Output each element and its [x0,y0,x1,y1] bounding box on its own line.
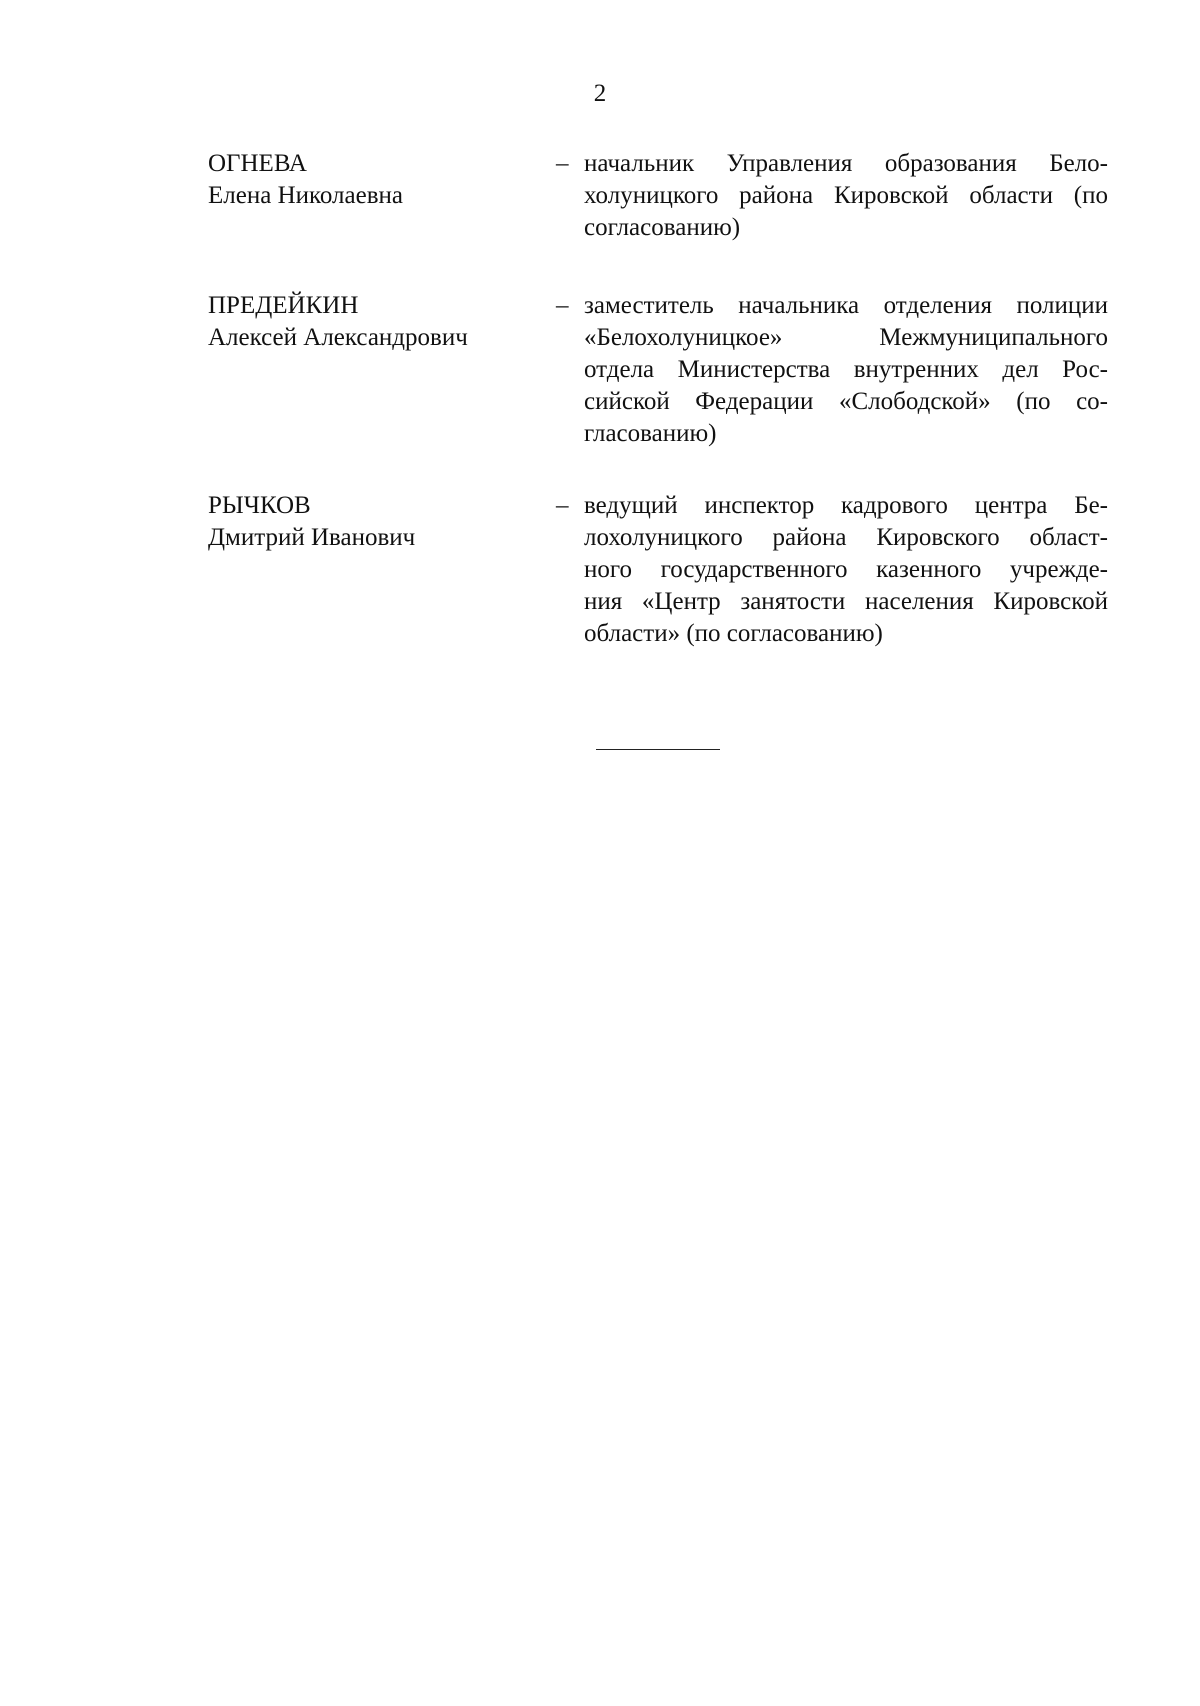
dash-separator: – [556,150,569,177]
member-given-names: Дмитрий Иванович [208,524,416,551]
position-line: заместитель начальника отделения полиции [584,292,1108,319]
member-surname: ПРЕДЕЙКИН [208,292,359,319]
position-line: ного государственного казенного учрежде- [584,556,1108,583]
position-line: согласованию) [584,214,741,241]
member-position [584,490,1108,650]
member-given-names: Алексей Александрович [208,324,468,351]
position-line: «Белохолуницкое» Межмуниципального [584,324,1108,351]
member-surname: ОГНЕВА [208,150,307,177]
position-line: холуницкого района Кировской области (по [584,182,1108,209]
position-line: гласованию) [584,420,717,447]
member-surname: РЫЧКОВ [208,492,311,519]
position-line: отдела Министерства внутренних дел Рос- [584,356,1108,383]
member-name [208,490,548,554]
position-line: области» (по согласованию) [584,620,883,647]
position-line: лохолуницкого района Кировского област- [584,524,1108,551]
position-line: сийской Федерации «Слободской» (по со- [584,388,1108,415]
dash-separator: – [556,292,569,319]
member-name [208,290,548,354]
member-position [584,148,1108,244]
page-number: 2 [593,80,607,107]
position-line: начальник Управления образования Бело- [584,150,1108,177]
position-line: ния «Центр занятости населения Кировской [584,588,1108,615]
dash-separator: – [556,492,569,519]
member-position [584,290,1108,450]
end-of-list-rule [596,749,720,750]
position-line: ведущий инспектор кадрового центра Бе- [584,492,1108,519]
member-name [208,148,548,212]
member-given-names: Елена Николаевна [208,182,403,209]
